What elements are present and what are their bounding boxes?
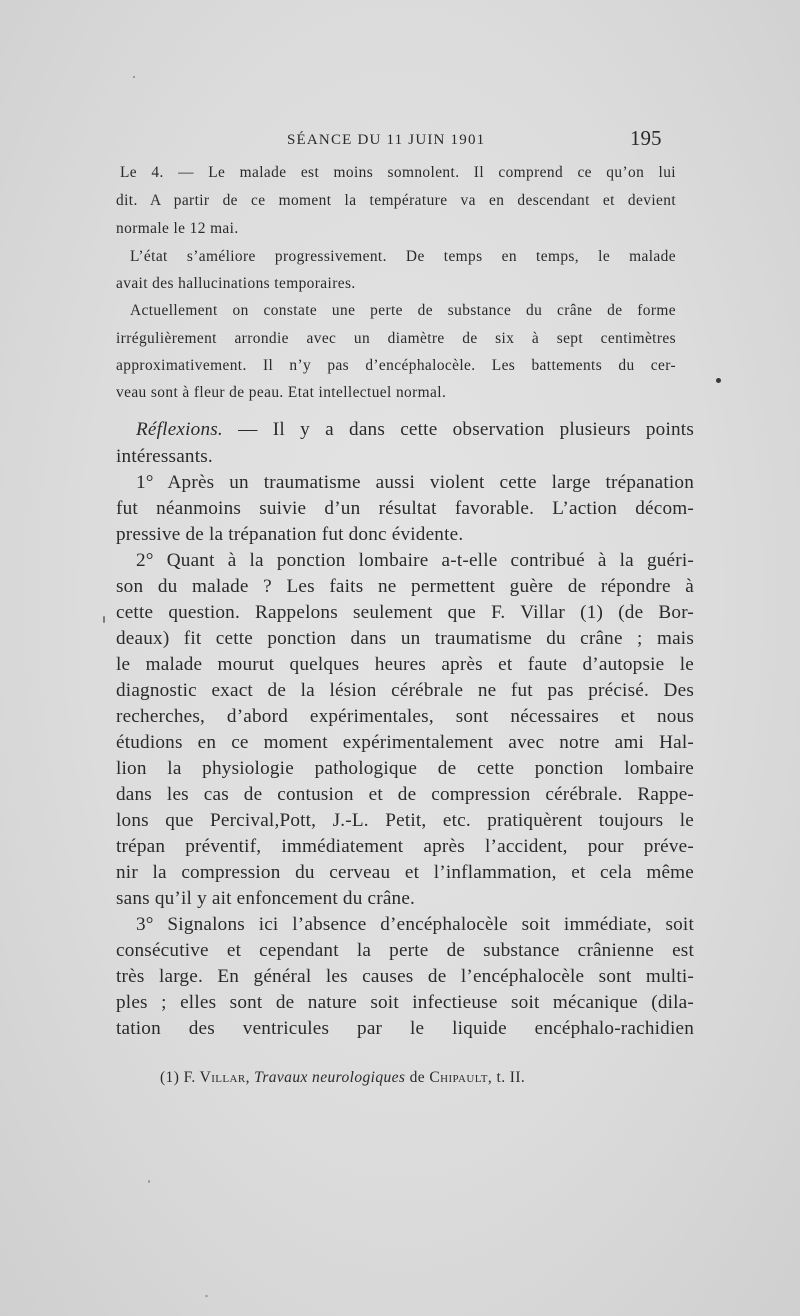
page-number: 195 <box>630 126 662 150</box>
footnote-volume: t. II. <box>496 1069 526 1086</box>
body-line: étudions en ce moment expérimentalement avec notre ami Hal- <box>116 732 694 753</box>
body-line: 1° Après un traumatisme aussi violent cette large trépanation <box>136 472 694 493</box>
body-line: 2° Quant à la ponction lombaire a-t-elle contribué à la guéri- <box>136 550 694 571</box>
case-note-line: dit. A partir de ce moment la température va en descendant et devient <box>116 192 676 209</box>
case-note-line: irrégulièrement arrondie avec un diamètre de six à sept centimètres <box>116 330 676 347</box>
body-line: sans qu’il y ait enfoncement du crâne. <box>116 888 416 909</box>
case-note-line: approximativement. Il n’y pas d’encéphalocèle. Les battements du cer- <box>116 357 676 374</box>
ink-speck <box>716 378 721 383</box>
body-line: nir la compression du cerveau et l’inflammation, et cela même <box>116 862 694 883</box>
ink-speck <box>205 1295 208 1297</box>
body-line: recherches, d’abord expérimentales, sont nécessaires et nous <box>116 706 694 727</box>
body-line: lons que Percival,Pott, J.-L. Petit, etc. pratiquèrent toujours le <box>116 810 694 831</box>
reflexions-heading: Réflexions. <box>136 419 223 440</box>
ink-speck <box>133 76 135 78</box>
footnote-preposition: de <box>409 1069 426 1086</box>
footnote-editor: Chipault, <box>429 1069 493 1086</box>
body-line: trépan préventif, immédiatement après l’accident, pour préve- <box>116 836 694 857</box>
body-line: consécutive et cependant la perte de substance crânienne est <box>116 940 694 961</box>
body-line: ples ; elles sont de nature soit infectieuse soit mécanique (dila- <box>116 992 694 1013</box>
body-line: lion la physiologie pathologique de cette ponction lombaire <box>116 758 694 779</box>
body-line: diagnostic exact de la lésion cérébrale ne fut pas précisé. Des <box>116 680 694 701</box>
footnote-marker: (1) <box>160 1069 180 1086</box>
page-header <box>0 124 800 154</box>
body-line: dans les cas de contusion et de compression cérébrale. Rappe- <box>116 784 694 805</box>
case-note-line: normale le 12 mai. <box>116 220 239 237</box>
case-note-line: veau sont à fleur de peau. Etat intellectuel normal. <box>116 384 447 401</box>
ink-speck <box>148 1180 150 1183</box>
case-note-line: avait des hallucinations temporaires. <box>116 275 356 292</box>
body-line: fut néanmoins suivie d’un résultat favorable. L’action décom- <box>116 498 694 519</box>
body-line: cette question. Rappelons seulement que F. Villar (1) (de Bor- <box>116 602 694 623</box>
case-note-line: Actuellement on constate une perte de substance du crâne de forme <box>130 302 676 319</box>
footnote <box>160 1069 525 1087</box>
ink-speck <box>103 616 105 623</box>
reflexions-lead-text: — Il y a dans cette observation plusieurs points <box>222 419 694 440</box>
body-line: deaux) fit cette ponction dans un traumatisme du crâne ; mais <box>116 628 694 649</box>
body-line: intéressants. <box>116 446 213 467</box>
footnote-title: Travaux neurologiques <box>254 1069 406 1086</box>
reflexions-lead-line <box>116 419 694 441</box>
body-line: son du malade ? Les faits ne permettent guère de répondre à <box>116 576 694 597</box>
body-line: le malade mourut quelques heures après et faute d’autopsie le <box>116 654 694 675</box>
case-note-line: L’état s’améliore progressivement. De temps en temps, le malade <box>130 248 676 265</box>
body-line: 3° Signalons ici l’absence d’encéphalocèle soit immédiate, soit <box>136 914 694 935</box>
body-line: tation des ventricules par le liquide encéphalo-rachidien <box>116 1018 694 1039</box>
case-note-line: Le 4. — Le malade est moins somnolent. Il comprend ce qu’on lui <box>120 164 676 181</box>
body-line: pressive de la trépanation fut donc évidente. <box>116 524 464 545</box>
footnote-author: F. Villar, <box>183 1069 250 1086</box>
body-line: très large. En général les causes de l’encéphalocèle sont multi- <box>116 966 694 987</box>
running-title: SÉANCE DU 11 JUIN 1901 <box>287 132 486 148</box>
